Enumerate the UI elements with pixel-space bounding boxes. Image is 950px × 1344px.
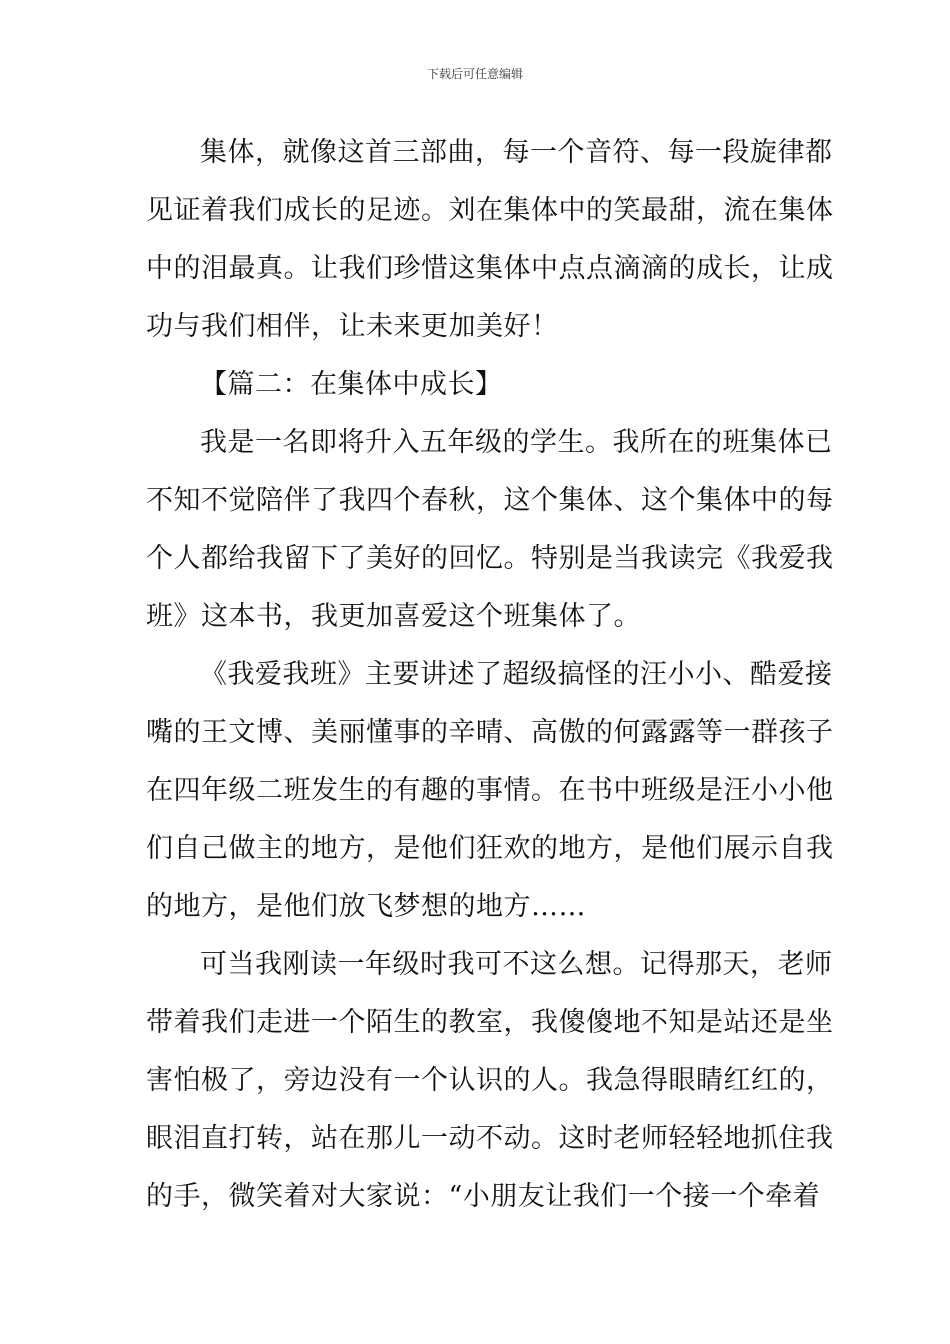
text-line: 的地方，是他们放飞梦想的地方…… — [146, 891, 586, 922]
text-line: 功与我们相伴，让未来更加美好！ — [146, 311, 559, 342]
text-line: 在四年级二班发生的有趣的事情。在书中班级是汪小小他 — [146, 775, 834, 806]
page-header: 下载后可任意编辑 — [426, 67, 523, 81]
text-line: 我是一名即将升入五年级的学生。我所在的班集体已 — [200, 427, 833, 458]
text-line: 集体，就像这首三部曲，每一个音符、每一段旋律都 — [200, 137, 833, 168]
text-line: 个人都给我留下了美好的回忆。特别是当我读完《我爱我 — [146, 543, 834, 574]
text-line: 害怕极了，旁边没有一个认识的人。我急得眼睛红红的， — [146, 1065, 834, 1096]
text-line: 《我爱我班》主要讲述了超级搞怪的汪小小、酷爱接 — [200, 659, 833, 690]
text-line: 嘴的王文博、美丽懂事的辛晴、高傲的何露露等一群孩子 — [146, 717, 834, 748]
text-line: 见证着我们成长的足迹。刘在集体中的笑最甜，流在集体 — [146, 195, 834, 226]
text-line: 眼泪直打转，站在那儿一动不动。这时老师轻轻地抓住我 — [146, 1123, 834, 1154]
document-body — [146, 124, 834, 1226]
section-heading: 【篇二：在集体中成长】 — [200, 369, 503, 400]
text-line: 不知不觉陪伴了我四个春秋，这个集体、这个集体中的每 — [146, 485, 834, 516]
text-line: 可当我刚读一年级时我可不这么想。记得那天，老师 — [200, 949, 833, 980]
text-line: 中的泪最真。让我们珍惜这集体中点点滴滴的成长，让成 — [146, 253, 834, 284]
text-line: 带着我们走进一个陌生的教室，我傻傻地不知是站还是坐 — [146, 1007, 834, 1038]
text-line: 们自己做主的地方，是他们狂欢的地方，是他们展示自我 — [146, 833, 834, 864]
text-line: 的手，微笑着对大家说：“小朋友让我们一个接一个牵着 — [146, 1181, 821, 1212]
text-line: 班》这本书，我更加喜爱这个班集体了。 — [146, 601, 641, 632]
